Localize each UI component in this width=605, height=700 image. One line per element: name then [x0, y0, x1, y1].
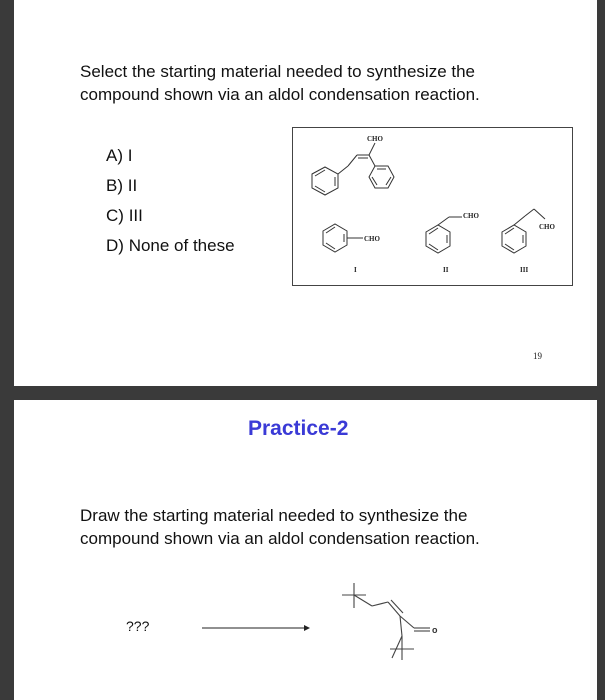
- practice-title: Practice-2: [248, 417, 349, 440]
- carbonyl-oxygen-label: o: [432, 625, 438, 635]
- option-c-letter: C): [106, 206, 124, 225]
- practice-question-text: [80, 504, 560, 550]
- practice-product-structure: [336, 578, 446, 668]
- compound-iii-structure: [502, 209, 545, 253]
- option-d[interactable]: [106, 231, 235, 261]
- question-line-1: Select the starting material needed to synthesize the: [80, 62, 476, 81]
- compound-i-cho-label: CHO: [364, 235, 380, 243]
- option-d-text: None of these: [128, 236, 235, 255]
- compound-iii-cho-label: CHO: [539, 223, 555, 231]
- product-structure: [312, 143, 394, 195]
- product-cho-label: CHO: [367, 135, 383, 143]
- compound-i-structure: [323, 224, 363, 252]
- numeral-i: I: [354, 266, 357, 274]
- slide-19: [14, 0, 597, 386]
- page-number: 19: [533, 351, 542, 361]
- slide-practice-2: [14, 400, 597, 700]
- answer-options: [106, 141, 235, 261]
- option-d-letter: D): [106, 236, 124, 255]
- compound-ii-cho-label: CHO: [463, 212, 479, 220]
- unknown-starting-material: ???: [126, 618, 150, 634]
- numeral-ii: II: [443, 266, 449, 274]
- option-c[interactable]: [106, 201, 235, 231]
- structures-figure: [292, 127, 573, 286]
- question-line-2: compound shown via an aldol condensation reaction.: [80, 85, 480, 104]
- option-b-letter: B): [106, 176, 123, 195]
- practice-question-line-2: compound shown via an aldol condensation reaction.: [80, 529, 480, 548]
- option-c-text: III: [128, 206, 143, 225]
- option-b[interactable]: [106, 171, 235, 201]
- question-text: [80, 60, 560, 106]
- reaction-arrow-icon: [200, 622, 310, 634]
- practice-question-line-1: Draw the starting material needed to synthesize the: [80, 506, 468, 525]
- option-a-letter: A): [106, 146, 123, 165]
- option-a[interactable]: [106, 141, 235, 171]
- option-a-text: I: [127, 146, 133, 165]
- numeral-iii: III: [520, 266, 529, 274]
- option-b-text: II: [127, 176, 138, 195]
- compound-ii-structure: [426, 217, 462, 253]
